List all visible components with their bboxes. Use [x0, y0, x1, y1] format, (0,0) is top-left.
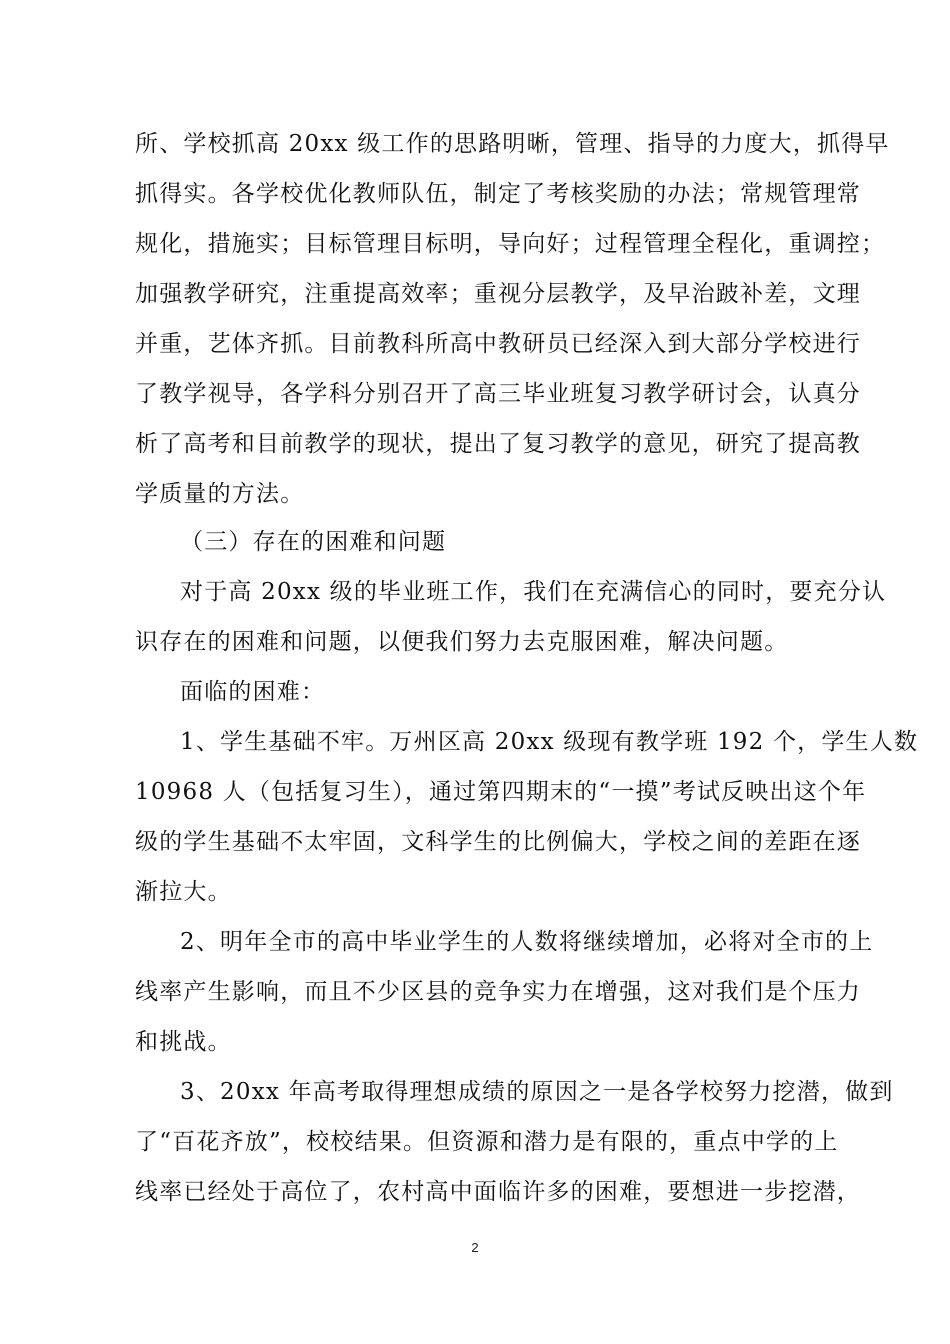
text-line: 规化，措施实；目标管理目标明，导向好；过程管理全程化，重调控；	[135, 231, 886, 257]
text-line: 2、明年全市的高中毕业学生的人数将继续增加，必将对全市的上	[180, 929, 874, 955]
text-line: 所、学校抓高 20xx 级工作的思路明晰，管理、指导的力度大，抓得早	[135, 131, 890, 157]
text-line: 1、学生基础不牢。万州区高 20xx 级现有教学班 192 个，学生人数	[180, 729, 919, 755]
text-line: 识存在的困难和问题，以便我们努力去克服困难，解决问题。	[135, 629, 789, 655]
page-number: 2	[471, 1240, 479, 1255]
text-line: 了“百花齐放”，校校结果。但资源和潜力是有限的，重点中学的上	[135, 1129, 839, 1155]
text-line: 3、20xx 年高考取得理想成绩的原因之一是各学校努力挖潜，做到	[180, 1079, 894, 1105]
text-line: 对于高 20xx 级的毕业班工作，我们在充满信心的同时，要充分认	[180, 579, 887, 605]
text-line: 析了高考和目前教学的现状，提出了复习教学的意见，研究了提高教	[135, 431, 861, 457]
subheading: 面临的困难：	[180, 679, 326, 705]
text-line: 线率已经处于高位了，农村高中面临许多的困难，要想进一步挖潜，	[135, 1179, 861, 1205]
text-line: 抓得实。各学校优化教师队伍，制定了考核奖励的办法；常规管理常	[135, 181, 861, 207]
text-line: 和挑战。	[135, 1029, 232, 1055]
text-line: 渐拉大。	[135, 879, 232, 905]
text-line: 并重，艺体齐抓。目前教科所高中教研员已经深入到大部分学校进行	[135, 331, 861, 357]
section-heading: （三）存在的困难和问题	[180, 529, 447, 555]
text-line: 了教学视导，各学科分别召开了高三毕业班复习教学研讨会，认真分	[135, 381, 861, 407]
text-line: 级的学生基础不太牢固，文科学生的比例偏大，学校之间的差距在逐	[135, 829, 861, 855]
text-line: 10968 人（包括复习生），通过第四期末的“一摸”考试反映出这个年	[135, 779, 867, 805]
text-line: 学质量的方法。	[135, 481, 305, 507]
text-line: 线率产生影响，而且不少区县的竞争实力在增强，这对我们是个压力	[135, 979, 861, 1005]
text-line: 加强教学研究，注重提高效率；重视分层教学，及早治跛补差，文理	[135, 281, 861, 307]
